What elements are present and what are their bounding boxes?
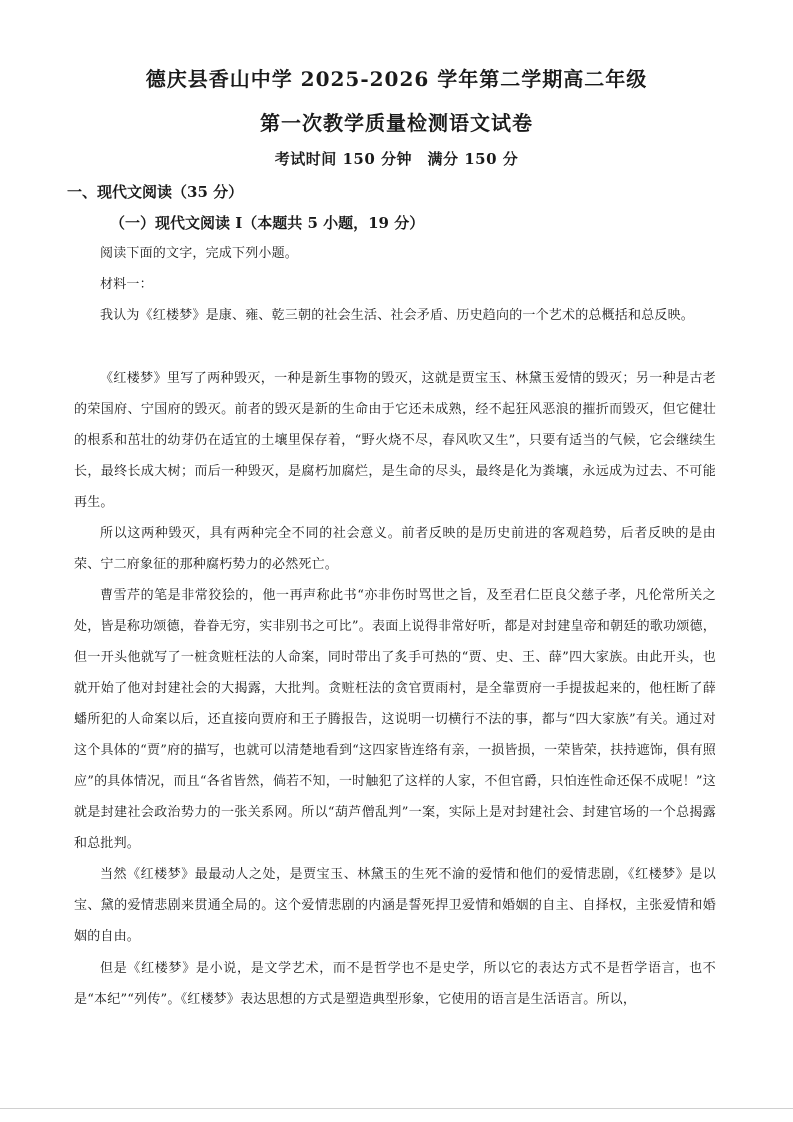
material-label: 材料一：	[100, 277, 153, 292]
body-paragraph: 《红楼梦》里写了两种毁灭，一种是新生事物的毁灭，这就是贾宝玉、林黛玉爱情的毁灭；另一种是古老的荣国府、宁国府的毁灭。前者的毁灭是新的生命由于它还未成熟，经不起狂风恶浪的摧折而毁灭，但它健壮的根系和茁壮的幼芽仍在适宜的土壤里保存着，“野火烧不尽，春风吹又生”，只要有适当的气候，它会继续生长，最终长成大树；而后一种毁灭，是腐朽加腐烂，是生命的尽头，最终是化为粪壤，永远成为过去、不可能再生。	[74, 371, 716, 510]
page-bottom-divider	[0, 1108, 793, 1109]
section-heading: 一、现代文阅读（35 分）	[67, 183, 244, 201]
body-paragraph: 我认为《红楼梦》是康、雍、乾三朝的社会生活、社会矛盾、历史趋向的一个艺术的总概括和总反映。	[100, 308, 695, 323]
body-paragraph: 所以这两种毁灭，具有两种完全不同的社会意义。前者反映的是历史前进的客观趋势，后者反映的是由荣、宁二府象征的那种腐朽势力的必然死亡。	[74, 526, 716, 572]
instruction-paragraph: 阅读下面的文字，完成下列小题。	[100, 246, 299, 261]
body-paragraph: 但是《红楼梦》是小说，是文学艺术，而不是哲学也不是史学，所以它的表达方式不是哲学语言，也不是“本纪”“列传”。《红楼梦》表达思想的方式是塑造典型形象，它使用的语言是生活语言。所以，	[74, 961, 716, 1007]
exam-info: 考试时间 150 分钟 满分 150 分	[274, 150, 519, 168]
body-paragraph: 当然《红楼梦》最最动人之处，是贾宝玉、林黛玉的生死不渝的爱情和他们的爱情悲剧，《红楼梦》是以宝、黛的爱情悲剧来贯通全局的。这个爱情悲剧的内涵是誓死捍卫爱情和婚姻的自主、自择权，主张爱情和婚姻的自由。	[74, 867, 716, 944]
document-title-line2: 第一次教学质量检测语文试卷	[260, 111, 533, 135]
document-title-line1: 德庆县香山中学 2025-2026 学年第二学期高二年级	[145, 67, 648, 91]
subsection-heading: （一）现代文阅读 I（本题共 5 小题，19 分）	[110, 214, 425, 232]
body-paragraph: 曹雪芹的笔是非常狡狯的，他一再声称此书“亦非伤时骂世之旨，及至君仁臣良父慈子孝，凡伦常所关之处，皆是称功颂德，眷眷无穷，实非别书之可比”。表面上说得非常好听，都是对封建皇帝和朝廷的歌功颂德，但一开头他就写了一桩贪赃枉法的人命案，同时带出了炙手可热的“贾、史、王、薛”四大家族。由此开头，也就开始了他对封建社会的大揭露，大批判。贪赃枉法的贪官贾雨村，是全靠贾府一手提拔起来的，他枉断了薛蟠所犯的人命案以后，还直接向贾府和王子腾报告，这说明一切横行不法的事，都与“四大家族”有关。通过对这个具体的“贾”府的描写，也就可以清楚地看到“这四家皆连络有亲，一损皆损，一荣皆荣，扶持遮饰，俱有照应”的具体情况，而且“各省皆然，倘若不知，一时触犯了这样的人家，不但官爵，只怕连性命还保不成呢！”这就是封建社会政治势力的一张关系网。所以“葫芦僧乱判”一案，实际上是对封建社会、封建官场的一个总揭露和总批判。	[74, 588, 716, 851]
